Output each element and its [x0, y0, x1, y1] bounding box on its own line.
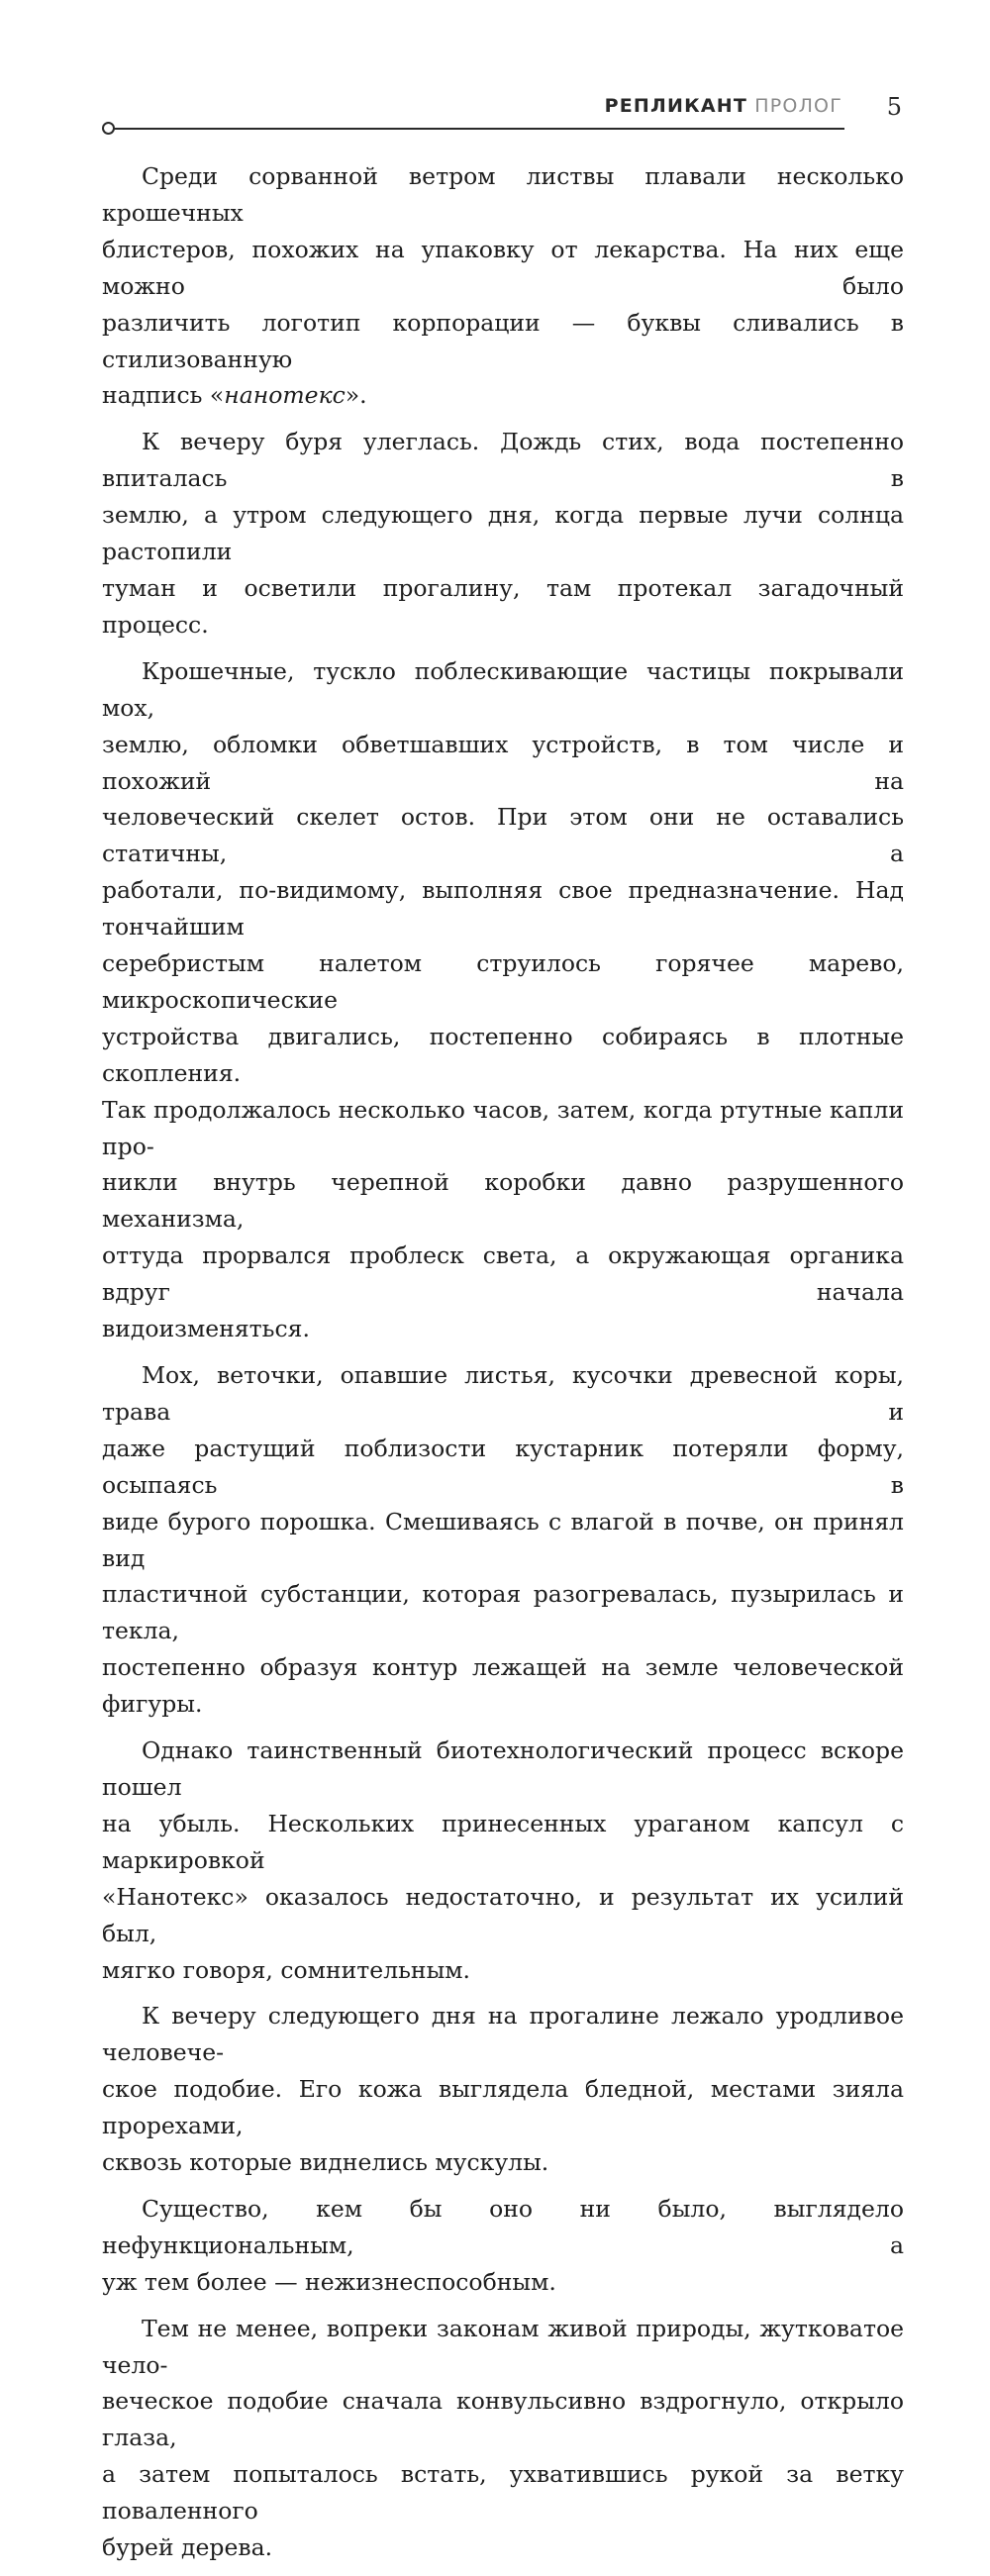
text-line: землю, обломки обветшавших устройств, в том числе и похожий на: [102, 730, 904, 795]
text-line: бурей дерева.: [102, 2533, 273, 2562]
text-fragment: ».: [345, 381, 367, 410]
text-line: устройства двигались, постепенно собираясь в плотные скопления.: [102, 1022, 904, 1087]
paragraph: [102, 2191, 904, 2301]
text-line: работали, по-видимому, выполняя свое предназначение. Над тончайшим: [102, 876, 904, 941]
text-line: К вечеру буря улеглась. Дождь стих, вода постепенно впиталась в: [102, 428, 904, 493]
text-line: туман и осветили прогалину, там протекал загадочный процесс.: [102, 573, 904, 639]
text-line: землю, а утром следующего дня, когда первые лучи солнца растопили: [102, 501, 904, 566]
rule-dot-ornament: [102, 122, 115, 135]
text-line: веческое подобие сначала конвульсивно вздрогнуло, открыло глаза,: [102, 2387, 904, 2452]
paragraph: [102, 2311, 904, 2566]
book-title: РЕПЛИКАНТ: [604, 95, 748, 117]
text-line: [102, 377, 904, 414]
text-line: Однако таинственный биотехнологический процесс вскоре пошел: [102, 1736, 904, 1801]
text-line: а затем попыталось встать, ухватившись рукой за ветку поваленного: [102, 2460, 904, 2526]
text-line: уж тем более — нежизнеспособным.: [102, 2267, 556, 2296]
text-line: оттуда прорвался проблеск света, а окружающая органика вдруг начала: [102, 1241, 904, 1307]
text-line: постепенно образуя контур лежащей на земле человеческой фигуры.: [102, 1653, 904, 1719]
text-line: на убыль. Нескольких принесенных ураганом капсул с маркировкой: [102, 1809, 904, 1874]
text-fragment: надпись «: [102, 381, 225, 410]
text-line: мягко говоря, сомнительным.: [102, 1955, 471, 1984]
text-line: даже растущий поблизости кустарник потеряли форму, осыпаясь в: [102, 1434, 904, 1499]
page-number: 5: [886, 93, 902, 121]
text-line: Так продолжалось несколько часов, затем, когда ртутные капли про-: [102, 1095, 904, 1160]
chapter-title: ПРОЛОГ: [754, 95, 842, 117]
text-line: никли внутрь черепной коробки давно разрушенного механизма,: [102, 1168, 904, 1234]
text-line: ское подобие. Его кожа выглядела бледной, местами зияла прорехами,: [102, 2075, 904, 2140]
running-head: [102, 91, 904, 133]
text-line: Мох, веточки, опавшие листья, кусочки древесной коры, трава и: [102, 1361, 904, 1426]
paragraph: [102, 1733, 904, 1988]
text-line: человеческий скелет остов. При этом они не оставались статичны, а: [102, 803, 904, 868]
paragraph: [102, 653, 904, 1347]
running-head-title: [605, 95, 842, 117]
text-line: «Нанотекс» оказалось недостаточно, и результат их усилий был,: [102, 1882, 904, 1947]
text-line: различить логотип корпорации — буквы сливались в стилизованную: [102, 308, 904, 373]
body-text: [102, 158, 904, 2576]
text-line: блистеров, похожих на упаковку от лекарства. На них еще можно было: [102, 235, 904, 300]
text-line: Тем не менее, вопреки законам живой природы, жутковатое чело-: [102, 2314, 904, 2379]
text-line: виде бурого порошка. Смешиваясь с влагой в почве, он принял вид: [102, 1507, 904, 1572]
paragraph: [102, 1998, 904, 2181]
text-line: пластичной субстанции, которая разогревалась, пузырилась и текла,: [102, 1580, 904, 1645]
text-line: видоизменяться.: [102, 1315, 310, 1343]
paragraph: [102, 158, 904, 414]
text-line: К вечеру следующего дня на прогалине лежало уродливое человече-: [102, 2002, 904, 2067]
text-line: Существо, кем бы оно ни было, выглядело нефункциональным, а: [102, 2194, 904, 2259]
paragraph: [102, 1357, 904, 1723]
header-rule: [112, 128, 844, 130]
text-line: сквозь которые виднелись мускулы.: [102, 2148, 549, 2177]
text-line: серебристым налетом струилось горячее марево, микроскопические: [102, 949, 904, 1014]
italic-brand-name: нанотекс: [224, 381, 346, 410]
text-line: Среди сорванной ветром листвы плавали несколько крошечных: [102, 162, 904, 227]
paragraph: [102, 424, 904, 643]
text-line: Крошечные, тускло поблескивающие частицы покрывали мох,: [102, 656, 904, 722]
